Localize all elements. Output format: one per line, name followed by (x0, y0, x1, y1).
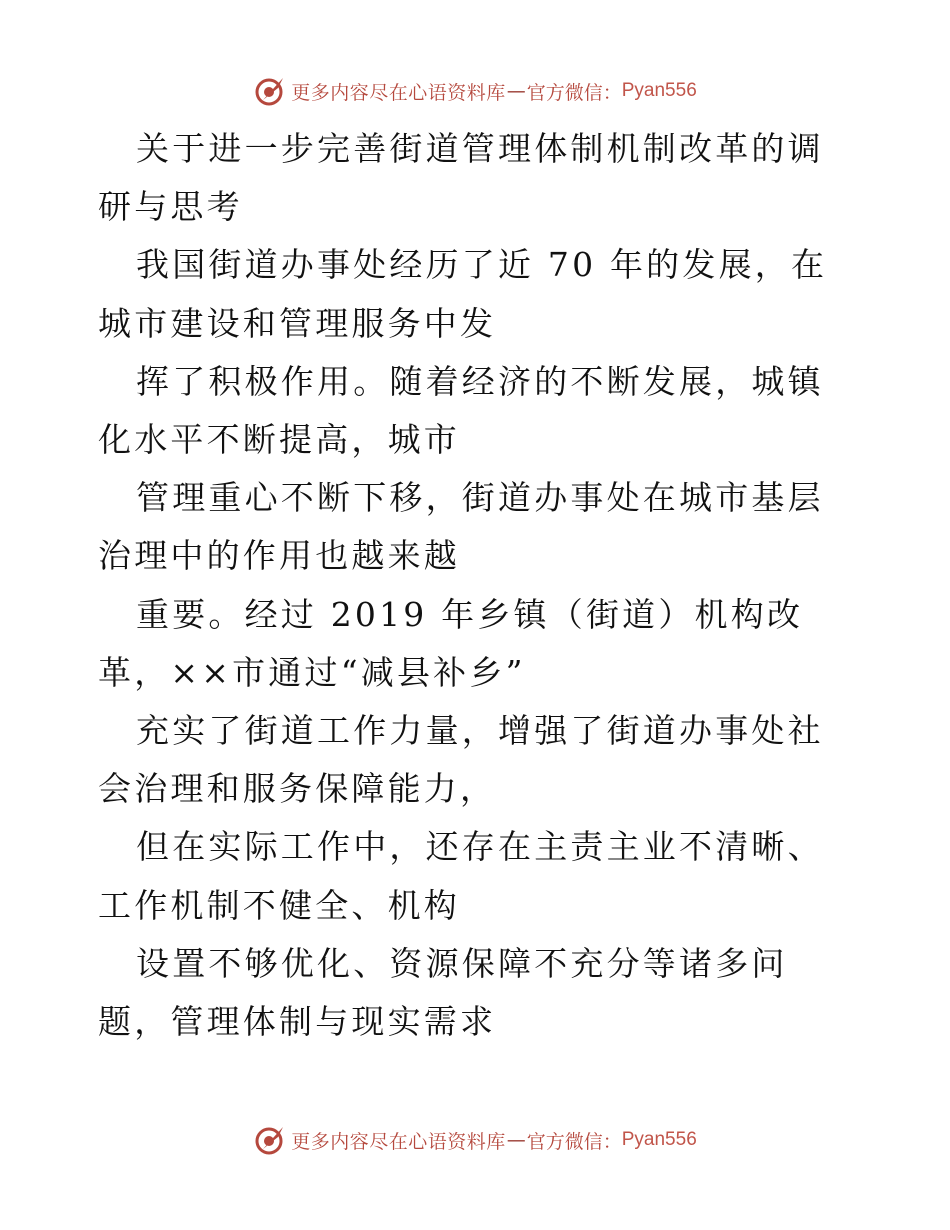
paragraph: 设置不够优化、资源保障不充分等诸多问题，管理体制与现实需求 (98, 943, 788, 1042)
footer-watermark (0, 1120, 950, 1160)
watermark-wechat-id: Pyan556 (621, 80, 697, 101)
document-body (98, 120, 858, 1051)
document-title: 关于进一步完善街道管理体制机制改革的调研与思考 (98, 129, 824, 227)
paragraph: 但在实际工作中，还存在主责主业不清晰、工作机制不健全、机构 (98, 827, 824, 925)
watermark-wechat-label: 官方微信： (526, 1130, 622, 1153)
watermark-separator: — (506, 80, 526, 102)
watermark-separator: — (506, 1129, 526, 1151)
paragraph: 挥了积极作用。随着经济的不断发展，城镇化水平不断提高，城市 (98, 361, 824, 460)
paragraph: 充实了街道工作力量，增强了街道办事处社会治理和服务保障能力， (98, 711, 824, 809)
paragraph: 我国街道办事处经历了近 70 年的发展，在城市建设和管理服务中发 (98, 245, 828, 343)
quill-pen-logo-icon (253, 1123, 287, 1157)
paragraph: 管理重心不断下移，街道办事处在城市基层治理中的作用也越来越 (98, 478, 824, 576)
header-watermark (0, 71, 950, 111)
watermark-site-text: 更多内容尽在心语资料库 (291, 81, 506, 104)
watermark-wechat-label: 官方微信： (526, 81, 622, 104)
watermark-site-text: 更多内容尽在心语资料库 (291, 1130, 506, 1153)
paragraph: 重要。经过 2019 年乡镇（街道）机构改革，××市通过“减县补乡” (98, 594, 804, 692)
watermark-wechat-id: Pyan556 (621, 1129, 697, 1150)
quill-pen-logo-icon (253, 74, 287, 108)
